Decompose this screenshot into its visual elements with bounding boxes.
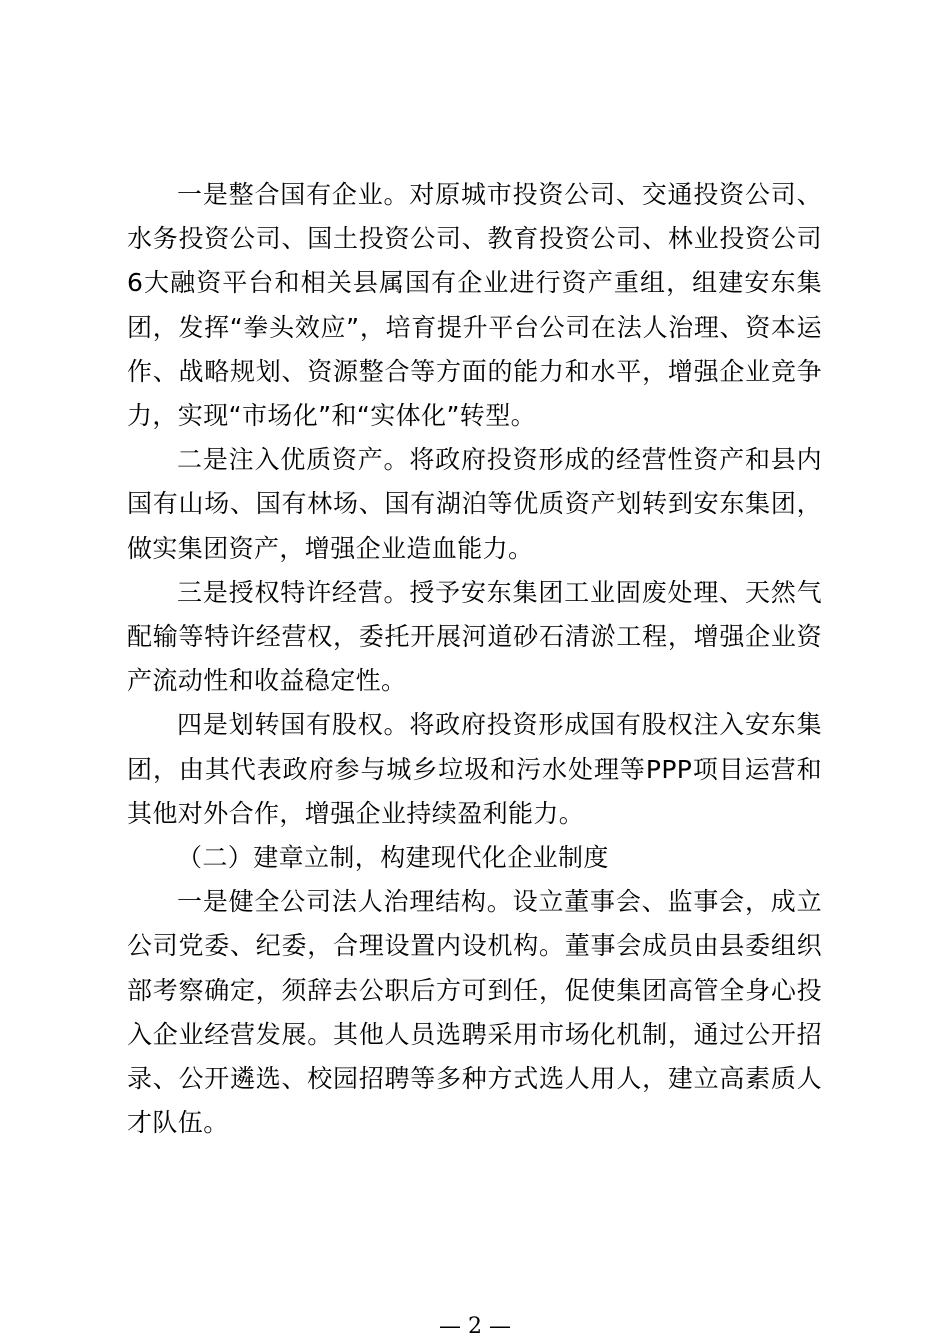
- section-heading-modern-enterprise-system: （二）建章立制，构建现代化企业制度: [177, 843, 609, 873]
- paragraph-integrate-state-enterprises: 一是整合国有企业。对原城市投资公司、交通投资公司、水务投资公司、国土投资公司、教育投资公司、林业投资公司6大融资平台和相关县属国有企业进行资产重组，组建安东集团，发挥“拳头效应”，培育提升平台公司在法人治理、资本运作、战略规划、资源整合等方面的能力和水平，增强企业竞争力，实现“市场化”和“实体化”转型。: [127, 180, 822, 431]
- paragraph-transfer-state-equity: 四是划转国有股权。将政府投资形成国有股权注入安东集团，由其代表政府参与城乡垃圾和污水处理等PPP项目运营和其他对外合作，增强企业持续盈利能力。: [127, 710, 822, 828]
- paragraph-corporate-governance: 一是健全公司法人治理结构。设立董事会、监事会，成立公司党委、纪委，合理设置内设机构。董事会成员由县委组织部考察确定，须辞去公职后方可到任，促使集团高管全身心投入企业经营发展。其他人员选聘采用市场化机制，通过公开招录、公开遴选、校园招聘等多种方式选人用人，建立高素质人才队伍。: [127, 887, 822, 1138]
- paragraph-franchise-authorization: 三是授权特许经营。授予安东集团工业固废处理、天然气配输等特许经营权，委托开展河道砂石清淤工程，增强企业资产流动性和收益稳定性。: [127, 577, 822, 696]
- page-number: — 2 —: [439, 1314, 511, 1339]
- paragraph-inject-quality-assets: 二是注入优质资产。将政府投资形成的经营性资产和县内国有山场、国有林场、国有湖泊等优质资产划转到安东集团，做实集团资产，增强企业造血能力。: [127, 445, 822, 563]
- document-body: [127, 173, 822, 1145]
